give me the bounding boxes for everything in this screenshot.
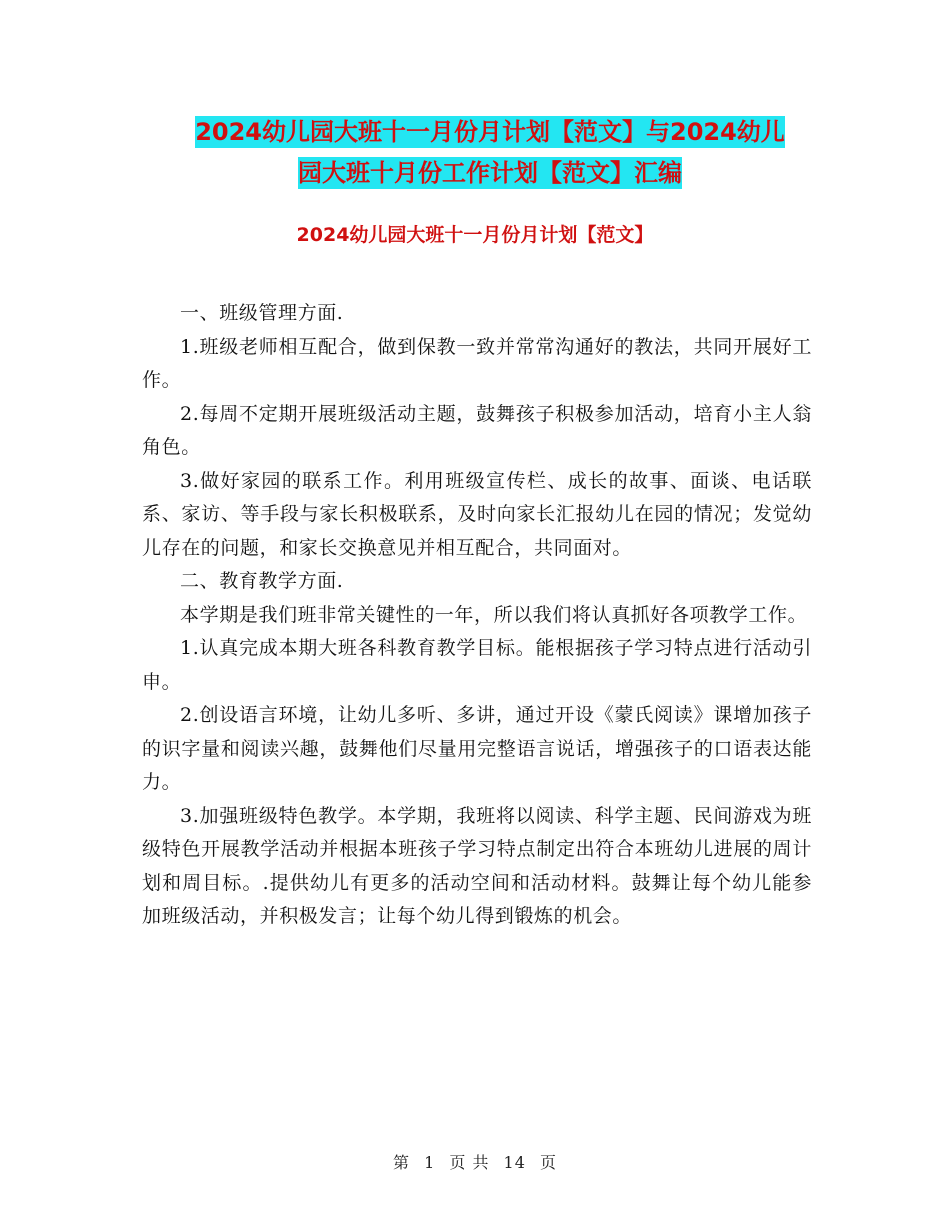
section-title: 2024幼儿园大班十一月份月计划【范文】 [296,224,654,246]
footer-prefix: 第 [392,1153,410,1172]
document-body [142,297,812,934]
footer-page-number: 1 [424,1153,436,1172]
paragraph: 本学期是我们班非常关键性的一年，所以我们将认真抓好各项教学工作。 [180,603,808,626]
footer-middle: 页 共 [449,1153,490,1172]
main-title-line-2: 园大班十月份工作计划【范文】汇编 [298,159,682,187]
main-title-line-1: 2024幼儿园大班十一月份月计划【范文】与2024幼儿 [195,118,785,146]
main-title [140,112,840,194]
paragraph: 一、班级管理方面. [180,302,344,324]
footer-total-pages: 14 [503,1153,526,1172]
paragraph: 1.班级老师相互配合，做到保教一致并常常沟通好的教法，共同开展好工作。 [142,335,812,391]
paragraph: 2.创设语言环境，让幼儿多听、多讲，通过开设《蒙氏阅读》课增加孩子的识字量和阅读兴趣，鼓舞他们尽量用完整语言说话，增强孩子的口语表达能力。 [142,704,812,793]
page-footer [0,1150,950,1173]
paragraph: 1.认真完成本期大班各科教育教学目标。能根据孩子学习特点进行活动引申。 [142,637,812,693]
paragraph: 2.每周不定期开展班级活动主题，鼓舞孩子积极参加活动，培育小主人翁角色。 [142,402,812,458]
paragraph: 3.加强班级特色教学。本学期，我班将以阅读、科学主题、民间游戏为班级特色开展教学活动并根据本班孩子学习特点制定出符合本班幼儿进展的周计划和周目标。.提供幼儿有更多的活动空间和活动材料。鼓舞让每个幼儿能参加班级活动，并积极发言；让每个幼儿得到锻炼的机会。 [142,804,812,927]
footer-suffix: 页 [540,1153,558,1172]
paragraph: 3.做好家园的联系工作。利用班级宣传栏、成长的故事、面谈、电话联系、家访、等手段与家长积极联系，及时向家长汇报幼儿在园的情况；发觉幼儿存在的问题，和家长交换意见并相互配合，共同面对。 [142,469,812,559]
paragraph: 二、教育教学方面. [180,570,344,592]
